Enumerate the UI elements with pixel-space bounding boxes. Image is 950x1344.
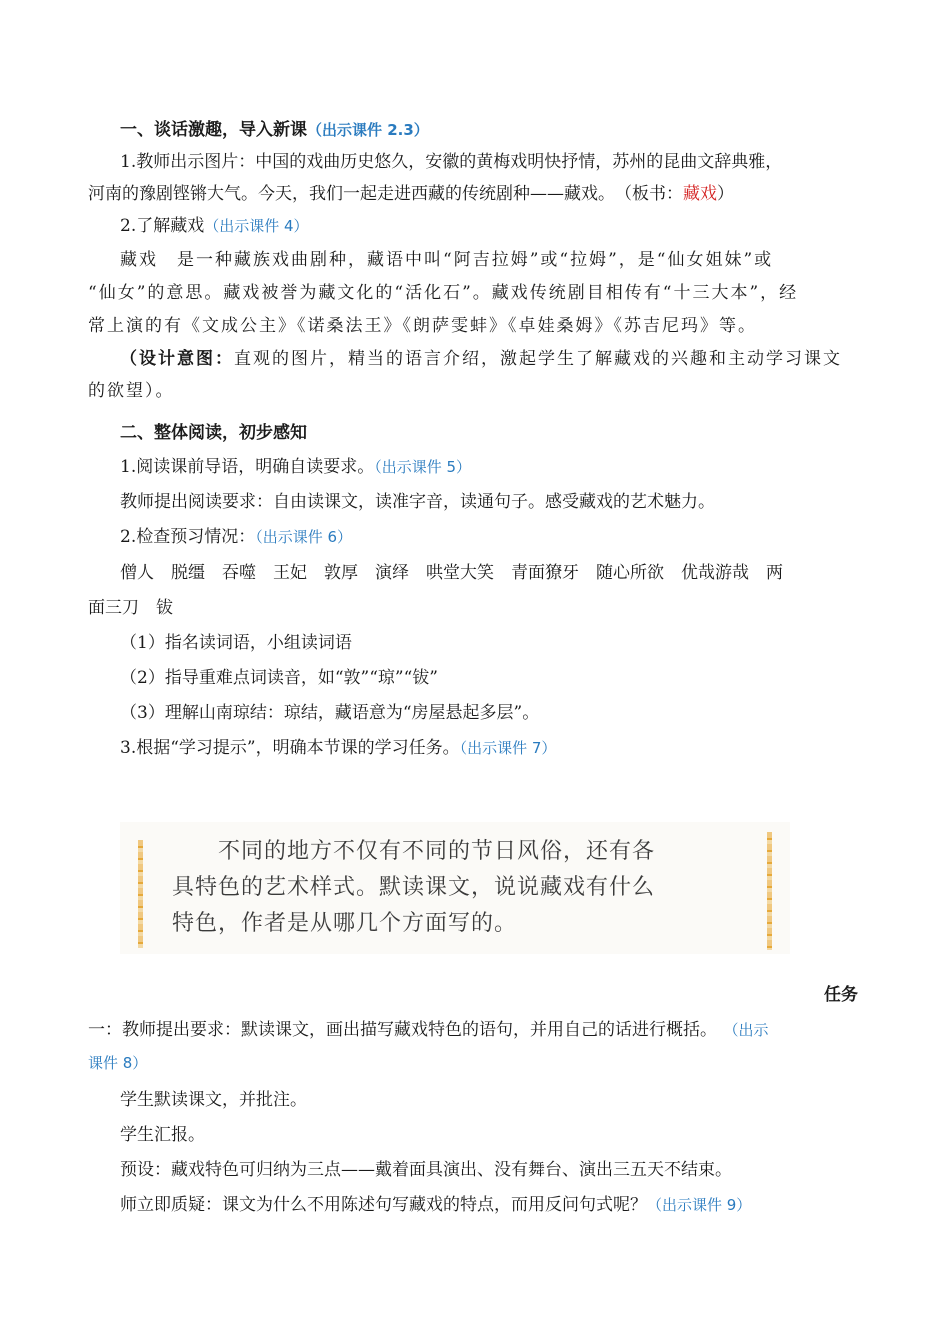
task-p1-ref-a: （出示 bbox=[731, 1021, 769, 1039]
callout-text: 不同的地方不仅有不同的节日风俗，还有各 具特色的艺术样式。默读课文，说说藏戏有什么 特色，作者是从哪几个方面写的。 bbox=[172, 839, 656, 936]
s1-p3-line3: 常上演的有《文成公主》《诺桑法王》《朗萨雯蚌》《卓娃桑姆》《苏吉尼玛》等。 bbox=[88, 316, 757, 336]
task-p3: 学生汇报。 bbox=[120, 1125, 205, 1145]
s1-p3-line2: “仙女”的意思。藏戏被誉为藏文化的“活化石”。藏戏传统剧目相传有“十三大本”，经 bbox=[88, 283, 799, 303]
s1-p3-line1: 藏戏 是一种藏族戏曲剧种，藏语中叫“阿吉拉姆”或“拉姆”，是“仙女姐妹”或 bbox=[120, 250, 774, 270]
section2-heading: 二、整体阅读，初步感知 bbox=[120, 423, 307, 443]
s2-p3-ref: （出示课件 6） bbox=[255, 528, 353, 546]
s1-p2-ref: （出示课件 4） bbox=[204, 217, 309, 235]
task-label: 任务 bbox=[824, 985, 858, 1005]
vocab-line2: 面三刀 钹 bbox=[88, 598, 173, 618]
task-p2: 学生默读课文，并批注。 bbox=[120, 1090, 307, 1110]
section1-heading-ref: （出示课件 2.3） bbox=[307, 121, 429, 139]
s2-q2: （2）指导重难点词读音，如“敦”“琼”“钹” bbox=[120, 668, 438, 688]
task-p5-ref: （出示课件 9） bbox=[647, 1196, 752, 1214]
s2-p3: 2.检查预习情况：（出示课件 6） bbox=[120, 527, 353, 547]
task-p4: 预设：藏戏特色可归纳为三点——戴着面具演出、没有舞台、演出三五天不结束。 bbox=[120, 1160, 732, 1180]
design-intent-line2: 的欲望）。 bbox=[88, 381, 175, 401]
s2-p2: 教师提出阅读要求：自由读课文，读准字音，读通句子。感受藏戏的艺术魅力。 bbox=[120, 492, 715, 512]
s1-p2: 2.了解藏戏（出示课件 4） bbox=[120, 216, 309, 236]
s1-p1-line1: 1.教师出示图片：中国的戏曲历史悠久，安徽的黄梅戏明快抒情，苏州的昆曲文辞典雅， bbox=[120, 152, 783, 172]
board-text: 藏戏 bbox=[683, 184, 717, 204]
s2-q1: （1）指名读词语，小组读词语 bbox=[120, 633, 352, 653]
section1-heading: 一、谈话激趣，导入新课（出示课件 2.3） bbox=[120, 120, 429, 140]
s2-q3: （3）理解山南琼结：琼结，藏语意为“房屋悬起多层”。 bbox=[120, 703, 540, 723]
s2-p4: 3.根据“学习提示”，明确本节课的学习任务。（出示课件 7） bbox=[120, 738, 557, 758]
learning-tip-callout bbox=[120, 822, 790, 954]
bamboo-right-decoration bbox=[767, 832, 772, 950]
s2-p1: 1.阅读课前导语，明确自读要求。（出示课件 5） bbox=[120, 457, 472, 477]
s2-p4-ref: （出示课件 7） bbox=[459, 739, 557, 757]
s2-p1-ref: （出示课件 5） bbox=[374, 458, 472, 476]
task-p1-line1: 一：教师提出要求：默读课文，画出描写藏戏特色的语句，并用自己的话进行概括。 （出示 bbox=[88, 1020, 769, 1040]
vocab-line1: 僧人 脱缰 吞噬 王妃 敦厚 演绎 哄堂大笑 青面獠牙 随心所欲 优哉游哉 两 bbox=[120, 563, 783, 583]
task-p5: 师立即质疑：课文为什么不用陈述句写藏戏的特点，而用反问句式呢？（出示课件 9） bbox=[120, 1195, 752, 1215]
design-intent-line1: （设计意图：直观的图片，精当的语言介绍，激起学生了解藏戏的兴趣和主动学习课文 bbox=[120, 349, 842, 369]
task-p1-ref-b: 课件 8） bbox=[88, 1054, 148, 1072]
design-intent-label: （设计意图： bbox=[120, 349, 234, 369]
bamboo-left-decoration bbox=[138, 840, 143, 948]
s1-p1-line2: 河南的豫剧铿锵大气。今天，我们一起走进西藏的传统剧种——藏戏。 （板书：藏戏） bbox=[88, 184, 734, 204]
